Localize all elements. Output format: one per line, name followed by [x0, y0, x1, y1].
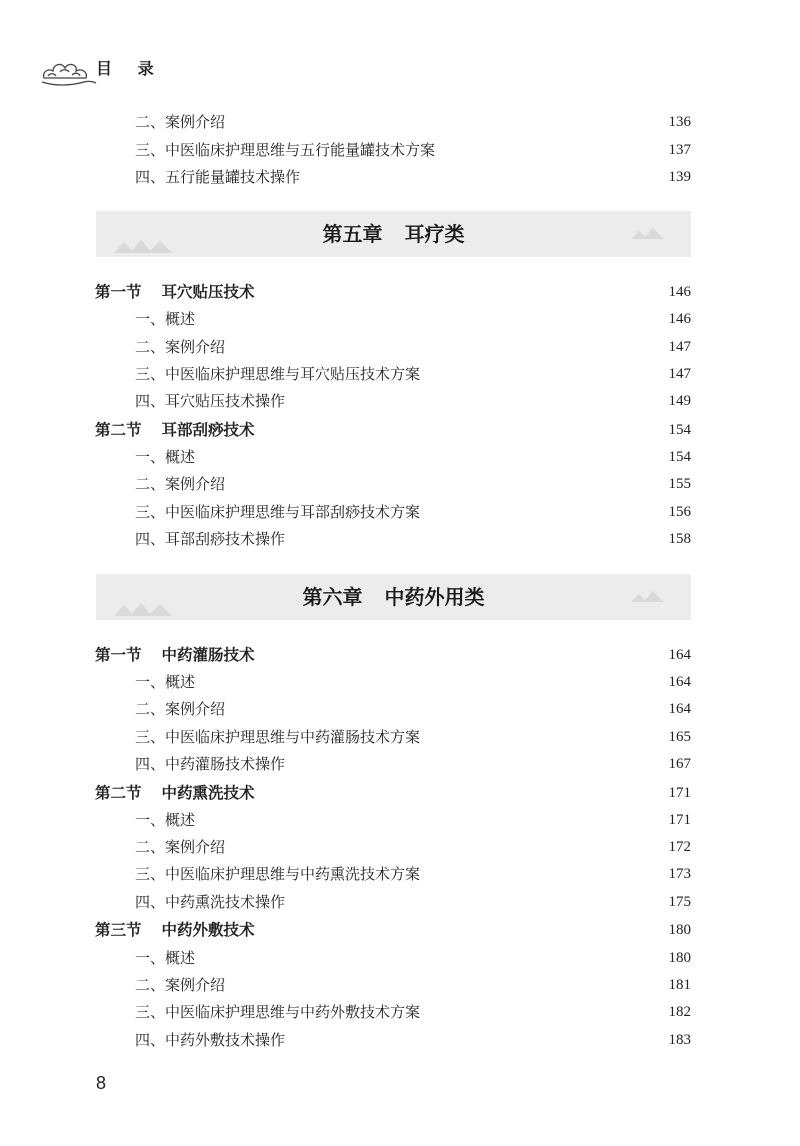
toc-item-page: 180 — [668, 950, 691, 966]
toc-item-label: 三、中医临床护理思维与中药灌肠技术方案 — [135, 728, 421, 746]
cloud-icon — [40, 54, 100, 88]
toc-item-label: 二、案例介绍 — [135, 338, 226, 356]
toc-item[interactable] — [95, 697, 691, 723]
toc-item[interactable] — [95, 335, 691, 361]
chapter-number: 第六章 — [302, 585, 363, 609]
chapter-number: 第五章 — [322, 222, 383, 246]
toc-section-label — [95, 781, 255, 805]
section-number: 第三节 — [95, 921, 142, 939]
toc-item-label: 四、中药外敷技术操作 — [135, 1031, 286, 1049]
toc-item-page: 173 — [668, 866, 691, 882]
toc-item-page: 182 — [668, 1004, 691, 1020]
toc-item-label: 四、耳穴贴压技术操作 — [135, 392, 286, 410]
mountain-icon — [631, 590, 665, 602]
chapter-title — [96, 211, 691, 257]
toc-item-label: 一、概述 — [135, 811, 196, 829]
toc-item-label: 二、案例介绍 — [135, 838, 226, 856]
toc-item-label: 四、五行能量罐技术操作 — [135, 168, 301, 186]
mountain-icon — [631, 227, 665, 239]
toc-item-page: 154 — [668, 449, 691, 465]
toc-item-label: 二、案例介绍 — [135, 475, 226, 493]
toc-item[interactable] — [95, 138, 691, 164]
toc-item-page: 175 — [668, 894, 691, 910]
running-header — [40, 50, 240, 90]
section-number: 第二节 — [95, 421, 142, 439]
page-number: 8 — [96, 1073, 107, 1093]
toc-item-label: 四、耳部刮痧技术操作 — [135, 530, 286, 548]
toc-section-page: 146 — [668, 284, 691, 300]
toc-section[interactable] — [95, 643, 691, 669]
toc-item[interactable] — [95, 1000, 691, 1026]
toc-item[interactable] — [95, 752, 691, 778]
toc-item-label: 一、概述 — [135, 448, 196, 466]
toc-item[interactable] — [95, 725, 691, 751]
toc-item-page: 139 — [668, 169, 691, 185]
toc-section[interactable] — [95, 781, 691, 807]
section-title: 中药外敷技术 — [161, 921, 255, 939]
toc-item-label: 二、案例介绍 — [135, 976, 226, 994]
toc-item-page: 147 — [668, 339, 691, 355]
toc-item-page: 156 — [668, 504, 691, 520]
section-title: 中药熏洗技术 — [161, 784, 255, 802]
toc-item[interactable] — [95, 670, 691, 696]
toc-item[interactable] — [95, 445, 691, 471]
toc-item[interactable] — [95, 165, 691, 191]
toc-item-page: 172 — [668, 839, 691, 855]
chapter-heading-6[interactable] — [96, 574, 691, 620]
toc-item[interactable] — [95, 110, 691, 136]
toc-section-label — [95, 643, 255, 667]
chapter-title — [96, 574, 691, 620]
toc-item-page: 147 — [668, 366, 691, 382]
toc-item-label: 三、中医临床护理思维与耳部刮痧技术方案 — [135, 503, 421, 521]
toc-item[interactable] — [95, 472, 691, 498]
toc-item-page: 155 — [668, 476, 691, 492]
toc-section[interactable] — [95, 918, 691, 944]
toc-item[interactable] — [95, 500, 691, 526]
chapter-heading-5[interactable] — [96, 211, 691, 257]
toc-item-label: 一、概述 — [135, 673, 196, 691]
toc-section-page: 154 — [668, 422, 691, 438]
toc-item[interactable] — [95, 890, 691, 916]
toc-item-label: 二、案例介绍 — [135, 113, 226, 131]
section-number: 第一节 — [95, 646, 142, 664]
section-number: 第一节 — [95, 283, 142, 301]
toc-section-label — [95, 280, 255, 304]
toc-item-label: 一、概述 — [135, 949, 196, 967]
toc-item[interactable] — [95, 946, 691, 972]
toc-item-page: 158 — [668, 531, 691, 547]
toc-item[interactable] — [95, 362, 691, 388]
toc-section-page: 171 — [668, 785, 691, 801]
toc-item-label: 三、中医临床护理思维与中药熏洗技术方案 — [135, 865, 421, 883]
toc-item-page: 171 — [668, 812, 691, 828]
toc-item-page: 183 — [668, 1032, 691, 1048]
toc-item-label: 三、中医临床护理思维与五行能量罐技术方案 — [135, 141, 436, 159]
toc-section-label — [95, 918, 255, 942]
toc-item[interactable] — [95, 835, 691, 861]
toc-item-label: 四、中药熏洗技术操作 — [135, 893, 286, 911]
toc-item-page: 149 — [668, 393, 691, 409]
chapter-name: 中药外用类 — [384, 585, 485, 609]
toc-item[interactable] — [95, 307, 691, 333]
toc-section-page: 164 — [668, 647, 691, 663]
toc-item[interactable] — [95, 808, 691, 834]
toc-item[interactable] — [95, 1028, 691, 1054]
section-title: 中药灌肠技术 — [161, 646, 255, 664]
toc-item-page: 136 — [668, 114, 691, 130]
toc-item[interactable] — [95, 527, 691, 553]
header-title: 目 录 — [96, 59, 164, 78]
toc-item-page: 137 — [668, 142, 691, 158]
chapter-name: 耳疗类 — [404, 222, 465, 246]
toc-item-label: 二、案例介绍 — [135, 700, 226, 718]
toc-item-page: 146 — [668, 311, 691, 327]
toc-item[interactable] — [95, 389, 691, 415]
toc-item-label: 四、中药灌肠技术操作 — [135, 755, 286, 773]
section-title: 耳部刮痧技术 — [161, 421, 255, 439]
toc-item-page: 164 — [668, 701, 691, 717]
toc-item-label: 一、概述 — [135, 310, 196, 328]
toc-item-page: 167 — [668, 756, 691, 772]
toc-item-label: 三、中医临床护理思维与中药外敷技术方案 — [135, 1003, 421, 1021]
toc-item-page: 164 — [668, 674, 691, 690]
toc-section-page: 180 — [668, 922, 691, 938]
section-title: 耳穴贴压技术 — [161, 283, 255, 301]
toc-item-page: 165 — [668, 729, 691, 745]
toc-item[interactable] — [95, 862, 691, 888]
toc-section[interactable] — [95, 418, 691, 444]
toc-section-label — [95, 418, 255, 442]
toc-item[interactable] — [95, 973, 691, 999]
toc-item-label: 三、中医临床护理思维与耳穴贴压技术方案 — [135, 365, 421, 383]
toc-item-page: 181 — [668, 977, 691, 993]
section-number: 第二节 — [95, 784, 142, 802]
toc-section[interactable] — [95, 280, 691, 306]
